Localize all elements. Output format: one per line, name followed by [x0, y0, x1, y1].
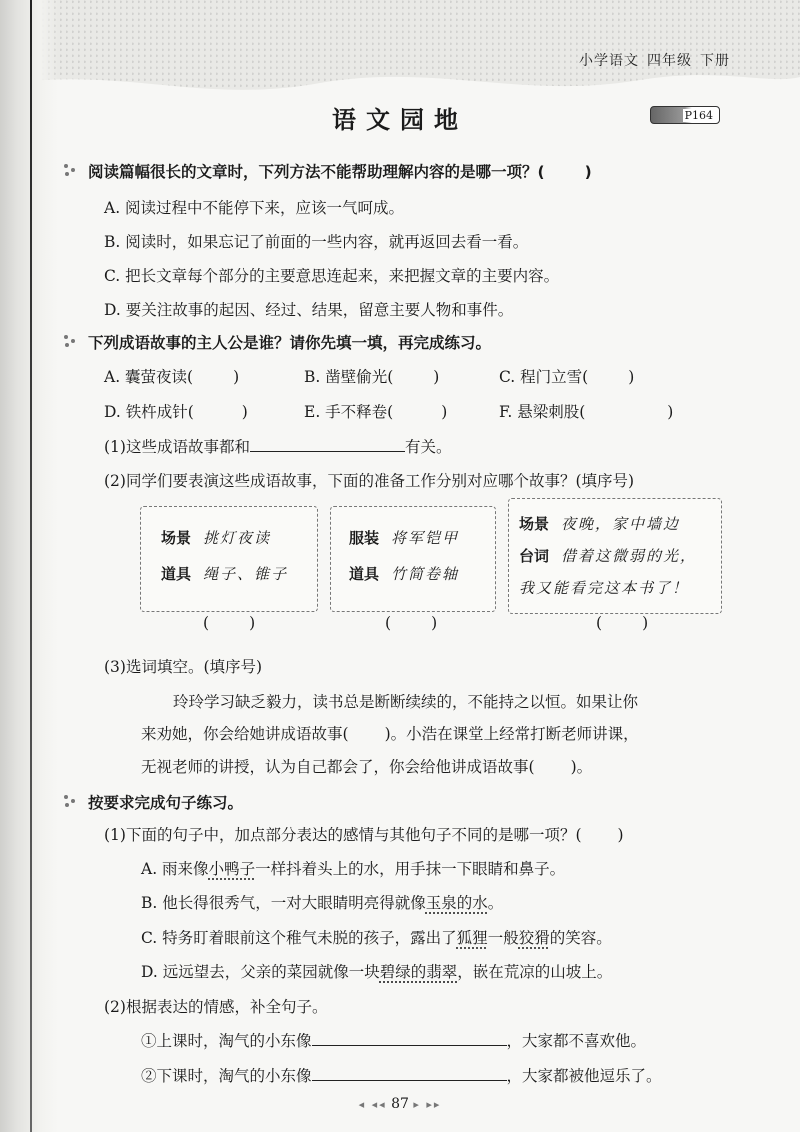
- prep-card-3: [508, 498, 722, 614]
- q3-fill-2: ②下课时，淘气的小东像 ，大家都被他逗乐了。: [141, 1067, 662, 1085]
- series-label: 小学语文 四年级 下册: [579, 53, 730, 69]
- idiom-f: F. 悬梁刺股( ): [499, 403, 674, 421]
- answer-blank[interactable]: [250, 437, 405, 452]
- q2-paragraph-line-1: 玲玲学习缺乏毅力，读书总是断断续续的，不能持之以恒。如果让你: [173, 693, 639, 711]
- answer-blank[interactable]: [312, 1066, 507, 1081]
- question-1-stem: 阅读篇幅很长的文章时，下列方法不能帮助理解内容的是哪一项？( ): [88, 160, 592, 182]
- q1-option-b: B. 阅读时，如果忘记了前面的一些内容，就再返回去看一看。: [104, 233, 529, 251]
- idiom-b: B. 凿壁偷光( ): [304, 368, 440, 386]
- card-key: 道具: [349, 565, 380, 583]
- card-value: 竹简卷轴: [391, 565, 460, 583]
- card-key: 台词: [519, 547, 550, 565]
- q3-option-c: C. 特务盯着眼前这个稚气未脱的孩子，露出了狐狸一般狡猾的笑容。: [141, 929, 612, 947]
- card-value: 将军铠甲: [391, 529, 460, 547]
- card-value: 我又能看完这本书了！: [519, 579, 690, 597]
- q1-option-a: A. 阅读过程中不能停下来，应该一气呵成。: [104, 199, 405, 217]
- q3-option-a: A. 雨来像小鸭子一样抖着头上的水，用手抹一下眼睛和鼻子。: [141, 860, 566, 878]
- idiom-e: E. 手不释卷( ): [304, 403, 448, 421]
- q3-sub2: (2)根据表达的情感，补全句子。: [104, 998, 328, 1016]
- idiom-a: A. 囊萤夜读( ): [104, 368, 240, 386]
- card-1-answer[interactable]: ( ): [203, 614, 256, 632]
- q1-option-c: C. 把长文章每个部分的主要意思连起来，来把握文章的主要内容。: [104, 267, 560, 285]
- prep-card-2: [330, 506, 496, 612]
- card-key: 场景: [161, 529, 192, 547]
- prep-card-1: [140, 506, 318, 612]
- card-3-answer[interactable]: ( ): [596, 614, 649, 632]
- q2-sub2: (2)同学们要表演这些成语故事，下面的准备工作分别对应哪个故事？(填序号): [104, 472, 635, 490]
- q2-paragraph-line-3: 无视老师的讲授，认为自己都会了，你会给他讲成语故事( )。: [141, 758, 593, 776]
- book-spine: [0, 0, 58, 1132]
- card-key: 道具: [161, 565, 192, 583]
- question-marker-icon: [62, 793, 80, 809]
- page-title: 语文园地: [332, 106, 468, 134]
- idiom-d: D. 铁杵成针( ): [104, 403, 248, 421]
- q3-option-d: D. 远远望去，父亲的菜园就像一块碧绿的翡翠，嵌在荒凉的山坡上。: [141, 963, 613, 981]
- question-marker-icon: [62, 333, 80, 349]
- card-value: 绳子、锥子: [203, 565, 289, 583]
- question-marker-icon: [62, 162, 80, 178]
- page-reference-badge: P164: [650, 106, 720, 124]
- card-2-answer[interactable]: ( ): [385, 614, 438, 632]
- q3-fill-1: ①上课时，淘气的小东像 ，大家都不喜欢他。: [141, 1032, 647, 1050]
- question-3-stem: 按要求完成句子练习。: [88, 791, 243, 813]
- card-value: 挑灯夜读: [203, 529, 272, 547]
- book-spine-line: [30, 0, 32, 1132]
- idiom-c: C. 程门立雪( ): [499, 368, 635, 386]
- card-key: 服装: [349, 529, 380, 547]
- question-2-stem: 下列成语故事的主人公是谁？请你先填一填，再完成练习。: [88, 331, 491, 353]
- card-value: 借着这微弱的光，: [561, 547, 698, 565]
- card-value: 夜晚，家中墙边: [561, 515, 681, 533]
- page-number: ◂ ◂◂ 87 ▸ ▸▸: [358, 1096, 442, 1112]
- answer-blank[interactable]: [312, 1031, 507, 1046]
- q1-option-d: D. 要关注故事的起因、经过、结果，留意主要人物和事件。: [104, 301, 514, 319]
- q2-sub3: (3)选词填空。(填序号): [104, 658, 263, 676]
- q3-sub1: (1)下面的句子中，加点部分表达的感情与其他句子不同的是哪一项？( ): [104, 826, 624, 844]
- q2-sub1: (1)这些成语故事都和 有关。: [104, 438, 452, 456]
- card-key: 场景: [519, 515, 550, 533]
- q3-option-b: B. 他长得很秀气，一对大眼睛明亮得就像玉泉的水。: [141, 894, 504, 912]
- q2-paragraph-line-2: 来劝她，你会给她讲成语故事( )。小浩在课堂上经常打断老师讲课，: [141, 725, 639, 743]
